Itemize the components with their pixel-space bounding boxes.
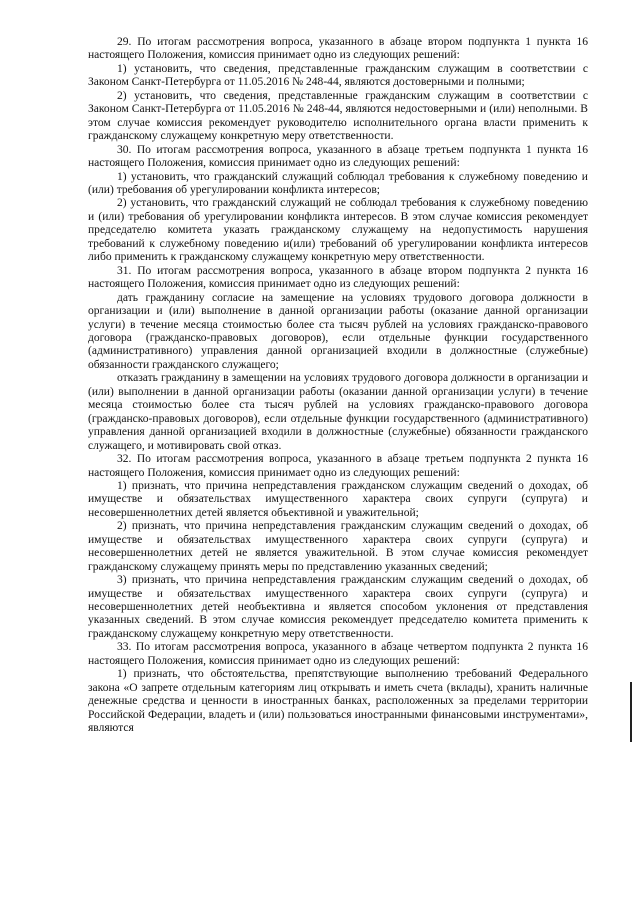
paragraph-30-item-1: 1) установить, что гражданский служащий соблюдал требования к служебному поведению и (или) требования об урегулировании конфликта интересов; [88, 170, 588, 196]
paragraph-31: 31. По итогам рассмотрения вопроса, указанного в абзаце втором подпункта 2 пункта 16 настоящего Положения, комиссия принимает одно из следующих решений: [88, 264, 588, 291]
document-page [88, 36, 588, 736]
paragraph-32-item-2: 2) признать, что причина непредставления гражданским служащим сведений о доходах, об имуществе и обязательствах имущественного характера своих супруги (супруга) и несовершеннолетних детей не является уважительной. В этом случае комиссия рекомендует гражданскому служащему принять меры по представлению указанных сведений; [88, 520, 588, 573]
paragraph-31-option-consent: дать гражданину согласие на замещение на условиях трудового договора должности в организации и (или) выполнение в данной организации работы (оказание данной организации услуги) в течение месяца стоимостью более ста тысяч рублей на условиях гражданско-правового договора (гражданско-правовых договоров), если отдельные функции государственного (административного) управления данной организацией входили в должностные (служебные) обязанности гражданского служащего; [88, 291, 588, 371]
scan-edge-mark [630, 682, 632, 742]
paragraph-31-option-refuse: отказать гражданину в замещении на условиях трудового договора должности в организации и (или) выполнении в данной организации работы (оказании данной организации услуги) в течение месяца стоимостью более ста тысяч рублей на условиях гражданско-правового договора (гражданско-правовых договоров), если отдельные функции государственного (административного) управления данной организацией входили в должностные (служебные) обязанности гражданского служащего, и мотивировать свой отказ. [88, 372, 588, 452]
paragraph-32: 32. По итогам рассмотрения вопроса, указанного в абзаце третьем подпункта 2 пункта 16 настоящего Положения, комиссия принимает одно из следующих решений: [88, 453, 588, 479]
paragraph-33: 33. По итогам рассмотрения вопроса, указанного в абзаце четвертом подпункта 2 пункта 16 настоящего Положения, комиссия принимает одно из следующих решений: [88, 641, 588, 667]
paragraph-32-item-1: 1) признать, что причина непредставления гражданском служащим сведений о доходах, об имуществе и обязательствах имущественного характера своих супруги (супруга) и несовершеннолетних детей является объективной и уважительной; [88, 479, 588, 519]
paragraph-29-item-2: 2) установить, что сведения, представленные гражданским служащим в соответствии с Законом Санкт-Петербурга от 11.05.2016 № 248-44, являются недостоверными и (или) неполными. В этом случае комиссия рекомендует руководителю исполнительного органа власти применить к гражданскому служащему конкретную меру ответственности. [88, 89, 588, 143]
paragraph-33-item-1: 1) признать, что обстоятельства, препятствующие выполнению требований Федерального закона «О запрете отдельным категориям лиц открывать и иметь счета (вклады), хранить наличные денежные средства и ценности в иностранных банках, расположенных за пределами территории Российской Федерации, владеть и (или) пользоваться иностранными финансовыми инструментами», являются [88, 668, 588, 735]
paragraph-30-item-2: 2) установить, что гражданский служащий не соблюдал требования к служебному поведению и (или) требования об урегулировании конфликта интересов. В этом случае комиссия рекомендует председателю комитета указать гражданскому служащему на недопустимость нарушения требований к служебному поведению и(или) требований об урегулировании конфликта интересов либо применить к гражданскому служащему конкретную меру ответственности. [88, 197, 588, 264]
paragraph-29: 29. По итогам рассмотрения вопроса, указанного в абзаце втором подпункта 1 пункта 16 настоящего Положения, комиссия принимает одно из следующих решений: [88, 36, 588, 62]
paragraph-30: 30. По итогам рассмотрения вопроса, указанного в абзаце третьем подпункта 1 пункта 16 настоящего Положения, комиссия принимает одно из следующих решений: [88, 143, 588, 170]
paragraph-29-item-1: 1) установить, что сведения, представленные гражданским служащим в соответствии с Законом Санкт-Петербурга от 11.05.2016 № 248-44, являются достоверными и полными; [88, 62, 588, 89]
paragraph-32-item-3: 3) признать, что причина непредставления гражданским служащим сведений о доходах, об имуществе и обязательствах имущественного характера своих супруги (супруга) и несовершеннолетних детей необъективна и является способом уклонения от представления указанных сведений. В этом случае комиссия рекомендует председателю комитета применить к гражданскому служащему конкретную меру ответственности. [88, 574, 588, 640]
